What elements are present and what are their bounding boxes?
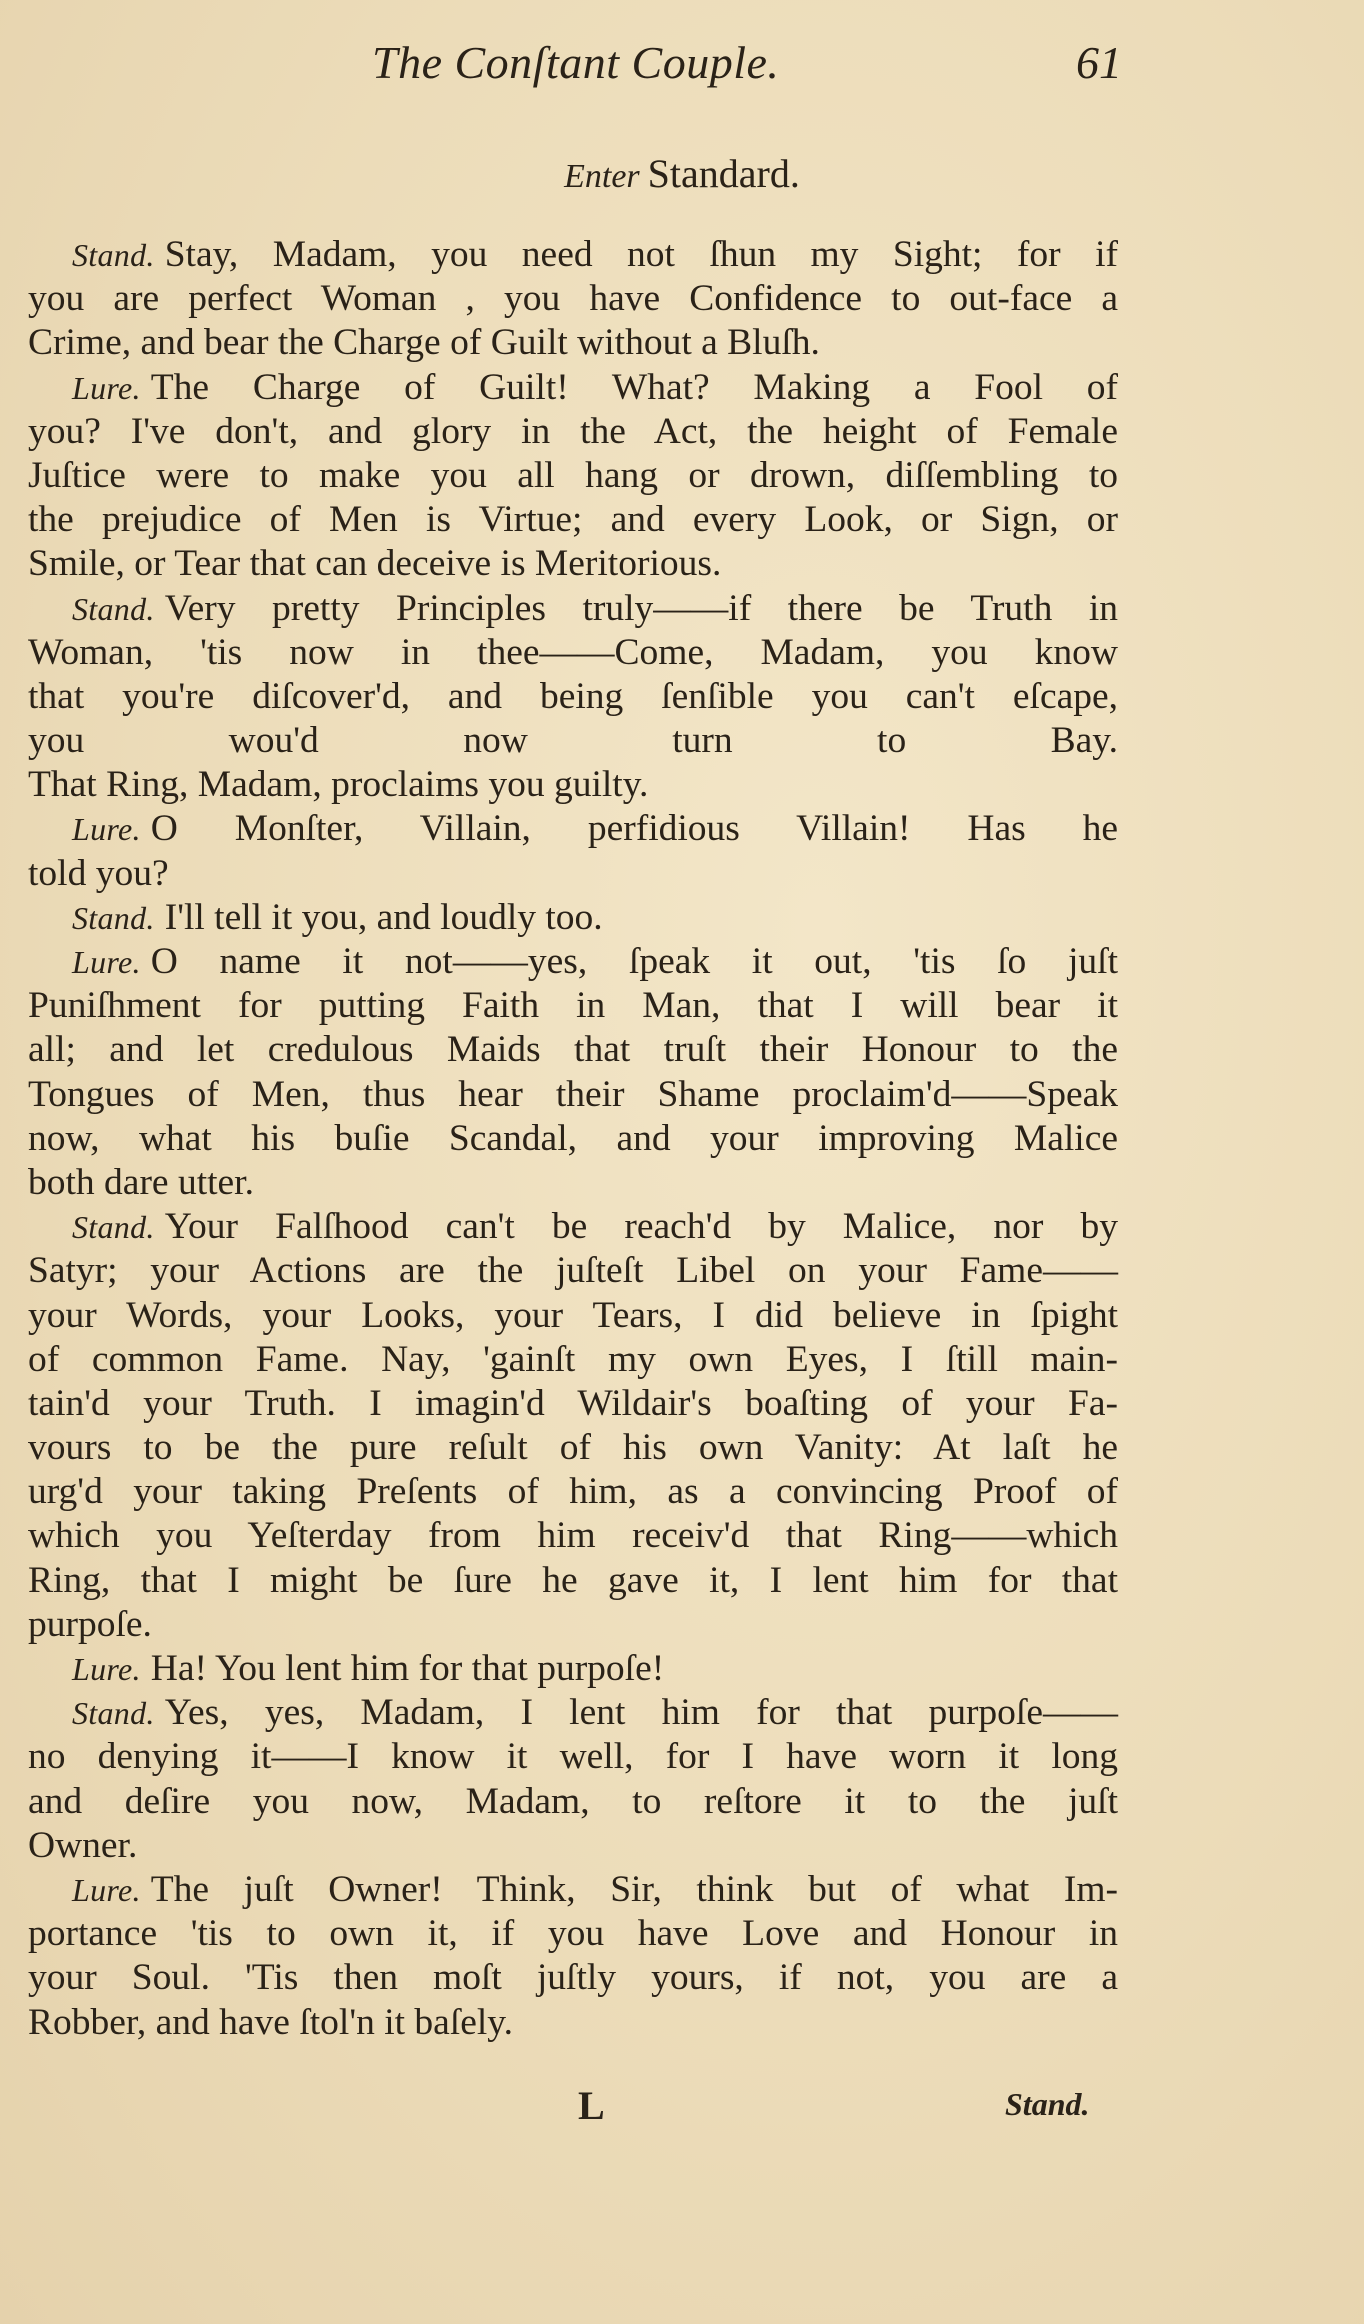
speech-text: Your Falſhood can't be reach'd by Malice, nor by [164, 1206, 1118, 1248]
speech-text: no denying it——I know it well, for I have worn it long [28, 1736, 1118, 1778]
speech-text: Woman, 'tis now in thee——Come, Madam, you know [28, 631, 1118, 673]
speaker-name: Lure. [72, 944, 141, 980]
speech-line [28, 1028, 1118, 1072]
speech-line [28, 1426, 1118, 1470]
speech-text: Stay, Madam, you need not ſhun my Sight; for if [164, 234, 1118, 275]
speech-text: which you Yeſterday from him receiv'd that Ring——which [28, 1515, 1118, 1557]
speech-text: O name it not——yes, ſpeak it out, 'tis ſo juſt [150, 941, 1118, 982]
speech-line [28, 542, 1118, 586]
speech-text: Smile, or Tear that can deceive is Meritorious. [28, 543, 722, 585]
running-head [0, 28, 1364, 98]
speech-text: all; and let credulous Maids that truſt their Honour to the [28, 1029, 1118, 1071]
speech-line [28, 1868, 1118, 1912]
speech-line [28, 1559, 1118, 1603]
speech-text: purpoſe. [28, 1603, 152, 1645]
speech-text: Satyr; your Actions are the juſteſt Libel on your Fame—— [28, 1250, 1118, 1292]
speech-text: Crime, and bear the Charge of Guilt without a Bluſh. [28, 322, 820, 364]
stage-direction-name: Standard. [647, 151, 800, 196]
speech-text: your Words, your Looks, your Tears, I did believe in ſpight [28, 1294, 1118, 1336]
speech-line [28, 719, 1118, 763]
speech-line [28, 1956, 1118, 2000]
speech-text: your Soul. 'Tis then moſt juſtly yours, if not, you are a [28, 1957, 1118, 1999]
speech-line [28, 763, 1118, 807]
speaker-name: Lure. [72, 369, 141, 406]
speech-text: tain'd your Truth. I imagin'd Wildair's boaſting of your Fa- [28, 1382, 1118, 1424]
speech-text: Ring, that I might be ſure he gave it, I lent him for that [28, 1559, 1118, 1601]
speech-line [28, 1117, 1118, 1161]
speech-line [28, 852, 1118, 896]
speech-line [28, 1780, 1118, 1824]
speech-line [28, 1514, 1118, 1558]
catchword: Stand. [1005, 2086, 1090, 2122]
stage-direction-verb: Enter [564, 158, 640, 195]
speech-text: Yes, yes, Madam, I lent him for that purpoſe—— [164, 1692, 1118, 1734]
speech-text: told you? [28, 852, 169, 894]
speech-line [28, 1603, 1118, 1647]
speech-text: Ha! You lent him for that purpoſe! [150, 1648, 665, 1689]
speech-line [28, 1824, 1118, 1868]
speaker-name: Stand. [72, 899, 155, 936]
speaker-name: Stand. [72, 590, 155, 627]
speech-line [28, 587, 1118, 631]
speech-line [28, 366, 1118, 410]
speech-text: that you're diſcover'd, and being ſenſible you can't eſcape, [28, 675, 1118, 717]
speech-text: now, what his buſie Scandal, and your improving Malice [28, 1117, 1118, 1159]
speech-text: portance 'tis to own it, if you have Love and Honour in [28, 1913, 1118, 1955]
stage-direction [0, 150, 1364, 197]
speaker-name: Stand. [72, 1695, 155, 1732]
speech-text: Tongues of Men, thus hear their Shame proclaim'd——Speak [28, 1073, 1118, 1115]
speaker-name: Lure. [72, 811, 141, 848]
speech-text: Very pretty Principles truly——if there be Truth in [164, 587, 1118, 629]
speech-line [28, 807, 1118, 851]
speech-line [28, 233, 1118, 277]
speech-line [28, 1382, 1118, 1426]
speech-line [28, 498, 1118, 542]
speech-line [28, 410, 1118, 454]
speech-text: both dare utter. [28, 1161, 254, 1203]
page-number: 61 [1076, 37, 1122, 88]
speech-text: of common Fame. Nay, 'gainſt my own Eyes, I ſtill main- [28, 1338, 1118, 1380]
speech-line [28, 940, 1118, 984]
speech-text: The Charge of Guilt! What? Making a Fool of [150, 366, 1118, 408]
speaker-name: Lure. [72, 1651, 141, 1687]
speech-line [28, 1470, 1118, 1514]
speech-text: urg'd your taking Preſents of him, as a convincing Proof of [28, 1471, 1118, 1513]
signature-mark: L [578, 2083, 605, 2128]
speech-text: vours to be the pure reſult of his own Vanity: At laſt he [28, 1427, 1118, 1469]
speech-line [28, 1294, 1118, 1338]
speech-line [28, 277, 1118, 321]
speech-text: O Monſter, Villain, perfidious Villain! Has he [150, 808, 1118, 850]
speech-line [28, 984, 1118, 1028]
speech-text: Owner. [28, 1824, 138, 1866]
speech-line [28, 1912, 1118, 1956]
dialogue-text [28, 233, 1118, 2045]
speech-line [28, 2001, 1118, 2045]
speech-text: you wou'd now turn to Bay. [28, 720, 1118, 762]
speech-line [28, 1691, 1118, 1735]
speaker-name: Lure. [72, 1871, 141, 1908]
speech-text: I'll tell it you, and loudly too. [164, 896, 603, 938]
speech-text: you? I've don't, and glory in the Act, the height of Female [28, 410, 1118, 452]
speech-line [28, 454, 1118, 498]
speech-text: you are perfect Woman , you have Confidence to out-face a [28, 278, 1118, 320]
speech-line [28, 1073, 1118, 1117]
speech-line [28, 1205, 1118, 1249]
speaker-name: Stand. [72, 237, 155, 273]
speech-line [28, 321, 1118, 365]
speech-text: Robber, and have ſtol'n it baſely. [28, 2001, 513, 2043]
speech-line [28, 1647, 1118, 1691]
speech-text: and deſire you now, Madam, to reſtore it to the juſt [28, 1780, 1118, 1822]
speech-line [28, 1161, 1118, 1205]
speech-line [28, 1249, 1118, 1293]
speech-text: The juſt Owner! Think, Sir, think but of what Im- [150, 1868, 1118, 1910]
speech-text: That Ring, Madam, proclaims you guilty. [28, 764, 649, 806]
speech-text: Puniſhment for putting Faith in Man, that I will bear it [28, 985, 1118, 1027]
speaker-name: Stand. [72, 1209, 155, 1246]
running-title: The Conſtant Couple. [372, 37, 780, 88]
speech-text: Juſtice were to make you all hang or drown, diſſembling to [28, 454, 1118, 496]
speech-line [28, 631, 1118, 675]
speech-line [28, 1735, 1118, 1779]
page-footer [0, 2082, 1364, 2132]
speech-line [28, 675, 1118, 719]
speech-line [28, 896, 1118, 940]
speech-text: the prejudice of Men is Virtue; and every Look, or Sign, or [28, 499, 1118, 541]
speech-line [28, 1338, 1118, 1382]
